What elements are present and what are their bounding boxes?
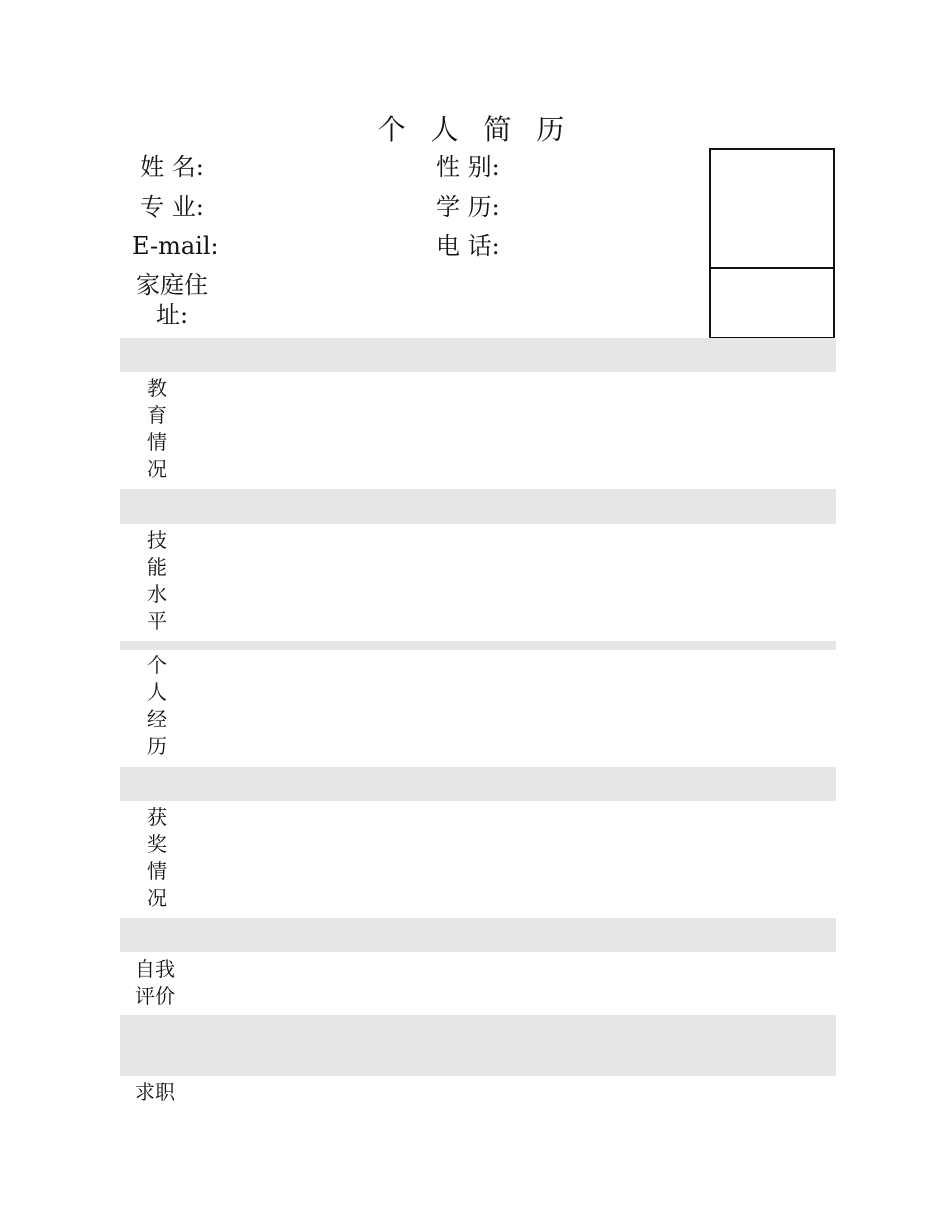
major-label: 专 业: [140, 193, 204, 221]
gender-label: 性 别: [436, 153, 500, 181]
section-label-self-evaluation: 自我评价 [135, 957, 175, 1008]
section-label-job-objective: 求职 [135, 1080, 175, 1104]
section-divider [120, 489, 836, 524]
address-label: 家庭住址: [136, 271, 208, 329]
phone-label: 电 话: [436, 232, 500, 260]
photo-box-lower [709, 267, 835, 339]
section-label-skills: 技能水平 [147, 528, 167, 633]
section-divider [120, 767, 836, 801]
photo-box [709, 148, 835, 269]
section-divider [120, 338, 836, 372]
section-divider [120, 1015, 836, 1076]
email-label: E-mail: [132, 232, 219, 260]
education-level-label: 学 历: [436, 193, 500, 221]
section-label-education: 教育情况 [147, 376, 167, 481]
section-divider [120, 918, 836, 952]
resume-title: 个 人 简 历 [377, 113, 573, 146]
name-label: 姓 名: [140, 153, 204, 181]
section-divider [120, 641, 836, 650]
section-label-awards: 获奖情况 [147, 805, 167, 910]
section-label-experience: 个人经历 [147, 653, 167, 758]
